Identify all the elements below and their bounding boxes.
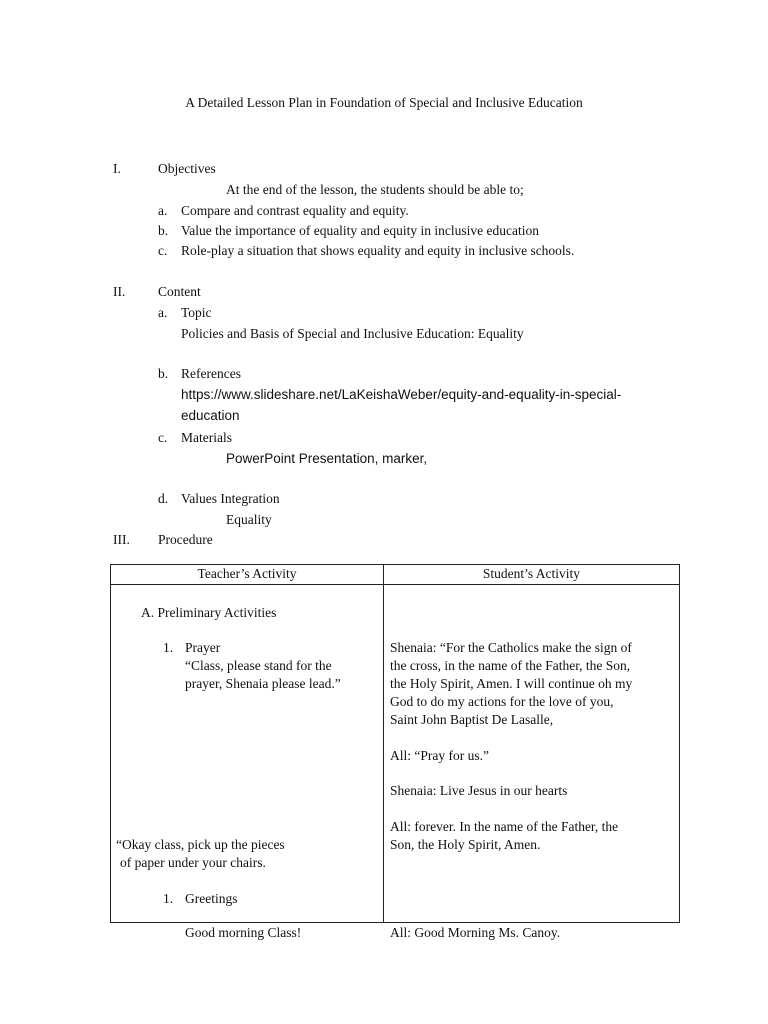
prayer-label: Prayer bbox=[185, 640, 221, 655]
student-response: All: “Pray for us.” bbox=[390, 748, 489, 763]
content-number: II. bbox=[113, 284, 126, 299]
objective-letter: c. bbox=[158, 243, 168, 258]
prayer-number: 1. bbox=[163, 640, 174, 655]
student-prayer-line: Shenaia: “For the Catholics make the sign of bbox=[390, 640, 632, 655]
student-response: Shenaia: Live Jesus in our hearts bbox=[390, 783, 568, 798]
student-activity-header: Student’s Activity bbox=[384, 565, 680, 585]
materials-letter: c. bbox=[158, 430, 168, 445]
objectives-heading: Objectives bbox=[158, 161, 216, 176]
student-greeting-response: All: Good Morning Ms. Canoy. bbox=[390, 925, 561, 940]
values-text: Equality bbox=[226, 512, 272, 527]
procedure-heading: Procedure bbox=[158, 532, 213, 547]
student-prayer-line: Saint John Baptist De Lasalle, bbox=[390, 712, 554, 727]
student-prayer-line: God to do my actions for the love of you, bbox=[390, 694, 614, 709]
objective-letter: a. bbox=[158, 203, 168, 218]
objective-item: Value the importance of equality and equity in inclusive education bbox=[181, 223, 540, 238]
student-response: Son, the Holy Spirit, Amen. bbox=[390, 837, 541, 852]
procedure-table bbox=[110, 564, 680, 940]
materials-label: Materials bbox=[181, 430, 232, 445]
pickup-instruction-continued: of paper under your chairs. bbox=[120, 855, 266, 870]
table-row bbox=[111, 585, 680, 923]
student-prayer-line: the cross, in the name of the Father, the Son, bbox=[390, 658, 631, 673]
objectives-number: I. bbox=[113, 161, 121, 176]
document-title: A Detailed Lesson Plan in Foundation of Special and Inclusive Education bbox=[185, 95, 583, 110]
prayer-instruction-continued: prayer, Shenaia please lead.” bbox=[185, 676, 341, 691]
references-label: References bbox=[181, 366, 241, 381]
objective-item: Role-play a situation that shows equality and equity in inclusive schools. bbox=[181, 243, 575, 258]
objectives-intro: At the end of the lesson, the students should be able to; bbox=[226, 182, 524, 197]
table-header-row bbox=[111, 565, 680, 585]
reference-link-continued[interactable]: education bbox=[181, 408, 240, 423]
procedure-number: III. bbox=[113, 532, 130, 547]
references-letter: b. bbox=[158, 366, 169, 381]
student-activity-cell bbox=[384, 585, 680, 940]
prayer-instruction: “Class, please stand for the bbox=[185, 658, 332, 673]
greetings-text: Good morning Class! bbox=[185, 925, 302, 940]
objective-item: Compare and contrast equality and equity. bbox=[181, 203, 409, 218]
content-heading: Content bbox=[158, 284, 201, 299]
student-response: All: forever. In the name of the Father, the bbox=[390, 819, 619, 834]
student-prayer-line: the Holy Spirit, Amen. I will continue oh my bbox=[390, 676, 633, 691]
reference-link[interactable]: https://www.slideshare.net/LaKeishaWeber/equity-and-equality-in-special- bbox=[181, 387, 622, 402]
greetings-label: Greetings bbox=[185, 891, 238, 906]
greetings-number: 1. bbox=[163, 891, 174, 906]
objective-letter: b. bbox=[158, 223, 169, 238]
values-label: Values Integration bbox=[181, 491, 280, 506]
topic-label: Topic bbox=[181, 305, 212, 320]
teacher-activity-header: Teacher’s Activity bbox=[111, 565, 384, 585]
materials-text: PowerPoint Presentation, marker, bbox=[226, 451, 428, 466]
topic-text: Policies and Basis of Special and Inclusive Education: Equality bbox=[181, 326, 524, 341]
preliminary-activities-heading: A. Preliminary Activities bbox=[141, 605, 277, 620]
values-letter: d. bbox=[158, 491, 169, 506]
teacher-activity-cell bbox=[111, 585, 384, 940]
topic-letter: a. bbox=[158, 305, 168, 320]
pickup-instruction: “Okay class, pick up the pieces bbox=[116, 837, 285, 852]
